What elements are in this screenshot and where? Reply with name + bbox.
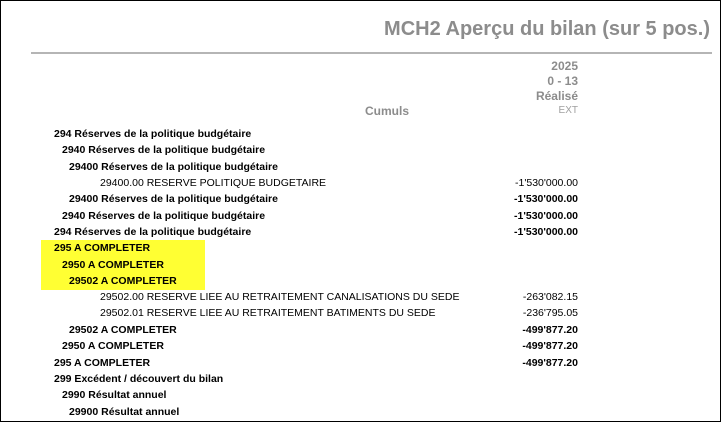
row-label: 2940 Réserves de la politique budgétaire (62, 210, 266, 222)
row-value: -1'530'000.00 (515, 177, 578, 189)
row-value: -499'877.20 (522, 357, 578, 369)
table-row (1, 306, 720, 322)
table-row (1, 290, 720, 306)
table-row (1, 176, 720, 192)
table-row (1, 209, 720, 225)
row-label: 295 A COMPLETER (54, 242, 151, 254)
row-value: -499'877.20 (522, 324, 578, 336)
table-row (1, 323, 720, 339)
table-row (1, 192, 720, 208)
table-row (1, 388, 720, 404)
row-label: 294 Réserves de la politique budgétaire (54, 128, 252, 140)
table-row (1, 274, 720, 290)
row-label: 2940 Réserves de la politique budgétaire (62, 144, 266, 156)
table-row (1, 258, 720, 274)
row-label: 29502.00 RESERVE LIEE AU RETRAITEMENT CANALISATIONS DU SEDE (100, 291, 460, 303)
row-value: -1'530'000.00 (514, 210, 578, 222)
table-row (1, 339, 720, 355)
table-row (1, 241, 720, 257)
row-label: 2950 A COMPLETER (62, 340, 164, 352)
row-label: 2950 A COMPLETER (62, 259, 164, 271)
column-period: 0 - 13 (547, 74, 578, 88)
row-value: -263'082.15 (522, 291, 578, 303)
row-label: 29900 Résultat annuel (69, 406, 180, 418)
table-row (1, 405, 720, 421)
table-row (1, 143, 720, 159)
row-value: -499'877.20 (522, 340, 578, 352)
table-row (1, 127, 720, 143)
row-label: 295 A COMPLETER (54, 357, 151, 369)
column-year: 2025 (551, 59, 578, 73)
row-label: 294 Réserves de la politique budgétaire (54, 226, 252, 238)
row-label: 299 Excédent / découvert du bilan (54, 373, 224, 385)
row-label: 29400.00 RESERVE POLITIQUE BUDGETAIRE (100, 177, 327, 189)
row-label: 29400 Réserves de la politique budgétaire (69, 161, 278, 173)
row-value: -236'795.05 (522, 307, 578, 319)
table-row (1, 225, 720, 241)
table-row (1, 356, 720, 372)
table-row (1, 160, 720, 176)
report-title: MCH2 Aperçu du bilan (sur 5 pos.) (384, 18, 710, 40)
title-divider (31, 52, 712, 54)
row-label: 29502 A COMPLETER (69, 275, 177, 287)
column-code: EXT (558, 105, 578, 116)
row-value: -1'530'000.00 (514, 226, 578, 238)
column-kind: Réalisé (535, 89, 578, 103)
row-label: 29400 Réserves de la politique budgétaire (69, 193, 278, 205)
row-label: 29502.01 RESERVE LIEE AU RETRAITEMENT BATIMENTS DU SEDE (100, 307, 436, 319)
table-row (1, 372, 720, 388)
cumuls-label: Cumuls (365, 104, 410, 118)
row-value: -1'530'000.00 (514, 193, 578, 205)
row-label: 2990 Résultat annuel (62, 389, 167, 401)
row-label: 29502 A COMPLETER (69, 324, 177, 336)
